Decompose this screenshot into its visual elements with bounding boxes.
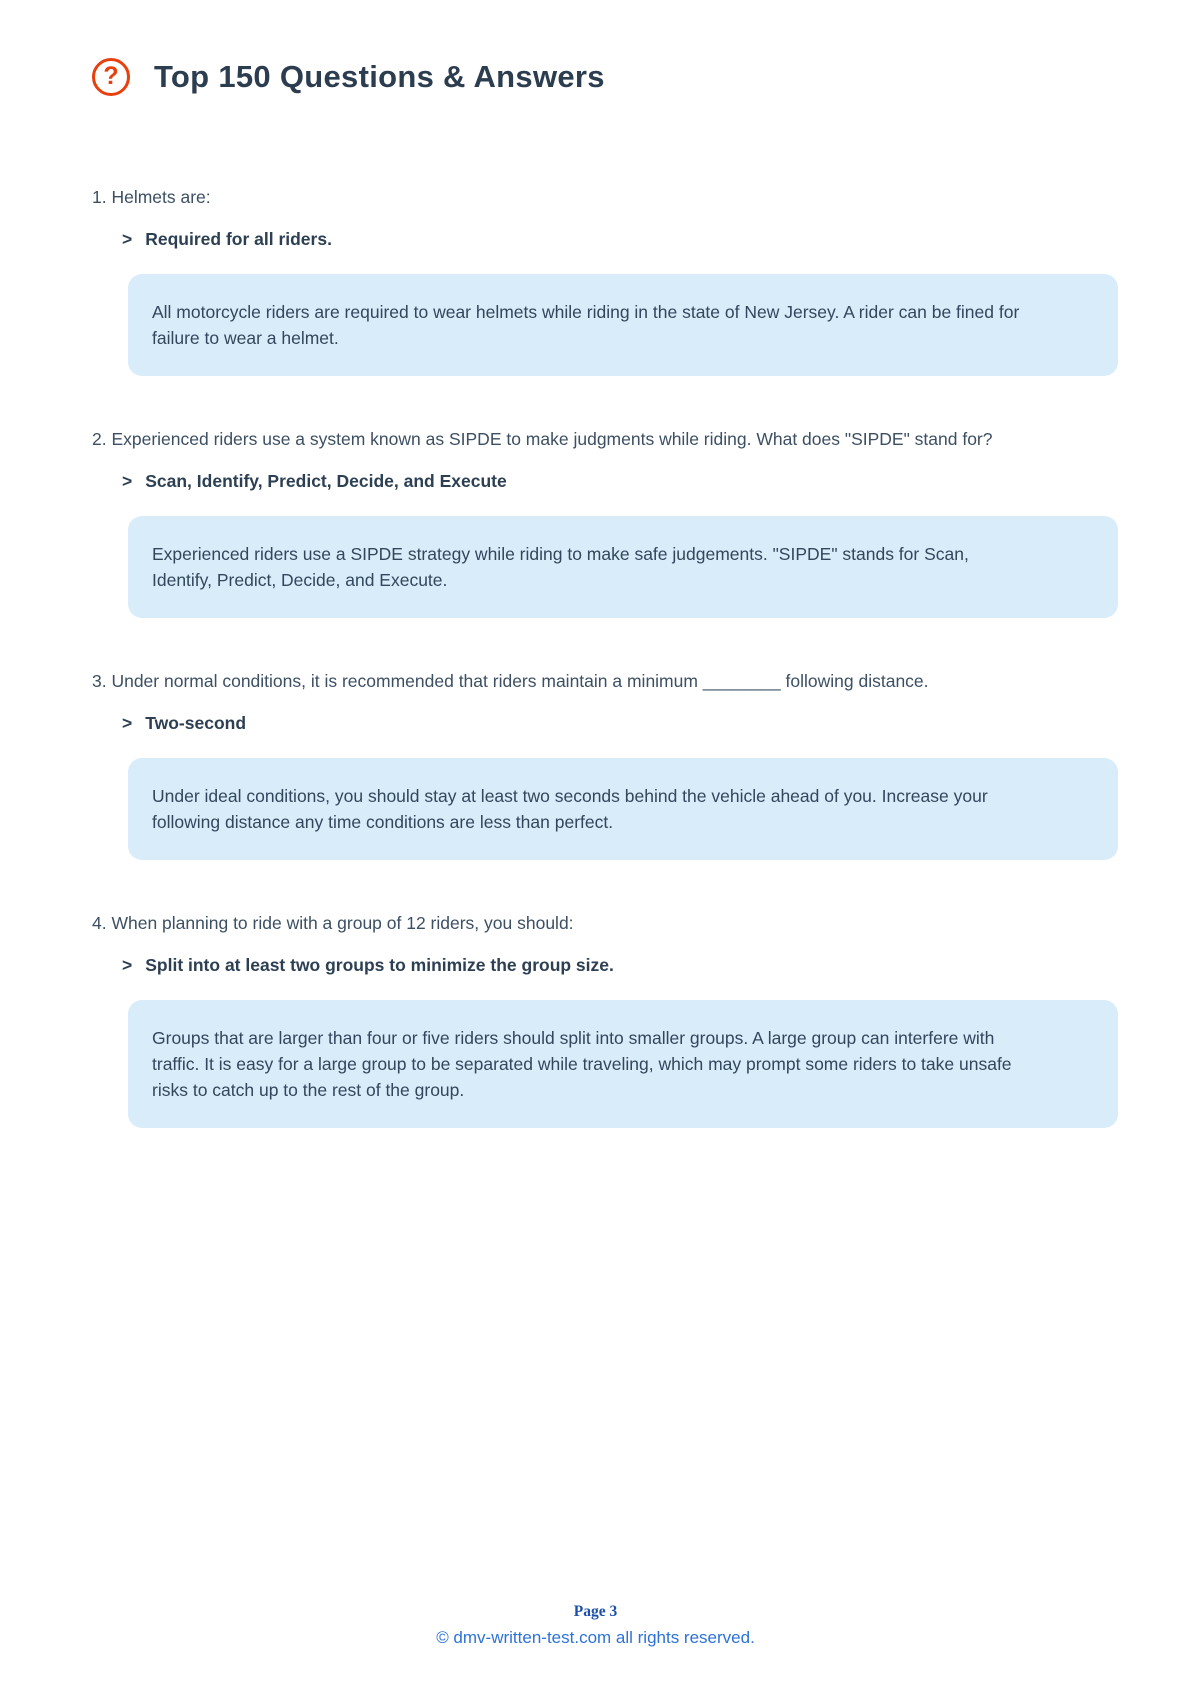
copyright-link[interactable]: © dmv-written-test.com all rights reserved. xyxy=(436,1628,755,1647)
page-header xyxy=(92,58,1099,96)
answer-text: Two-second xyxy=(145,713,247,733)
explanation-box: Groups that are larger than four or five riders should split into smaller groups. A large group can interfere with traffic. It is easy for a large group to be separated while traveling, which may prompt some riders to take unsafe risks to catch up to the rest of the group. xyxy=(128,1000,1118,1128)
question-mark-icon: ? xyxy=(92,58,130,96)
question-text: 4. When planning to ride with a group of 12 riders, you should: xyxy=(92,913,574,933)
page-number: Page 3 xyxy=(573,1603,618,1620)
explanation-box: All motorcycle riders are required to wear helmets while riding in the state of New Jersey. A rider can be fined for failure to wear a helmet. xyxy=(128,274,1118,376)
answer-line xyxy=(122,952,1099,978)
answer-line xyxy=(122,468,1099,494)
page-title: Top 150 Questions & Answers xyxy=(154,59,605,94)
question-block-3 xyxy=(92,668,1099,860)
page-footer xyxy=(0,1603,1191,1648)
answer-text: Split into at least two groups to minimize the group size. xyxy=(145,955,614,975)
answer-marker-icon: > xyxy=(122,955,133,975)
answer-text: Scan, Identify, Predict, Decide, and Execute xyxy=(145,471,507,491)
explanation-box: Under ideal conditions, you should stay at least two seconds behind the vehicle ahead of you. Increase your following distance any time conditions are less than perfect. xyxy=(128,758,1118,860)
answer-text: Required for all riders. xyxy=(145,229,332,249)
question-text: 1. Helmets are: xyxy=(92,187,211,207)
answer-marker-icon: > xyxy=(122,229,133,249)
explanation-box: Experienced riders use a SIPDE strategy while riding to make safe judgements. "SIPDE" stands for Scan, Identify, Predict, Decide, and Execute. xyxy=(128,516,1118,618)
question-block-2 xyxy=(92,426,1099,618)
answer-line xyxy=(122,226,1099,252)
question-text: 2. Experienced riders use a system known as SIPDE to make judgments while riding. What does "SIPDE" stand for? xyxy=(92,429,993,449)
answer-line xyxy=(122,710,1099,736)
question-text: 3. Under normal conditions, it is recommended that riders maintain a minimum ________ following distance. xyxy=(92,671,929,691)
answer-marker-icon: > xyxy=(122,471,133,491)
question-block-1 xyxy=(92,184,1099,376)
question-block-4 xyxy=(92,910,1099,1128)
answer-marker-icon: > xyxy=(122,713,133,733)
